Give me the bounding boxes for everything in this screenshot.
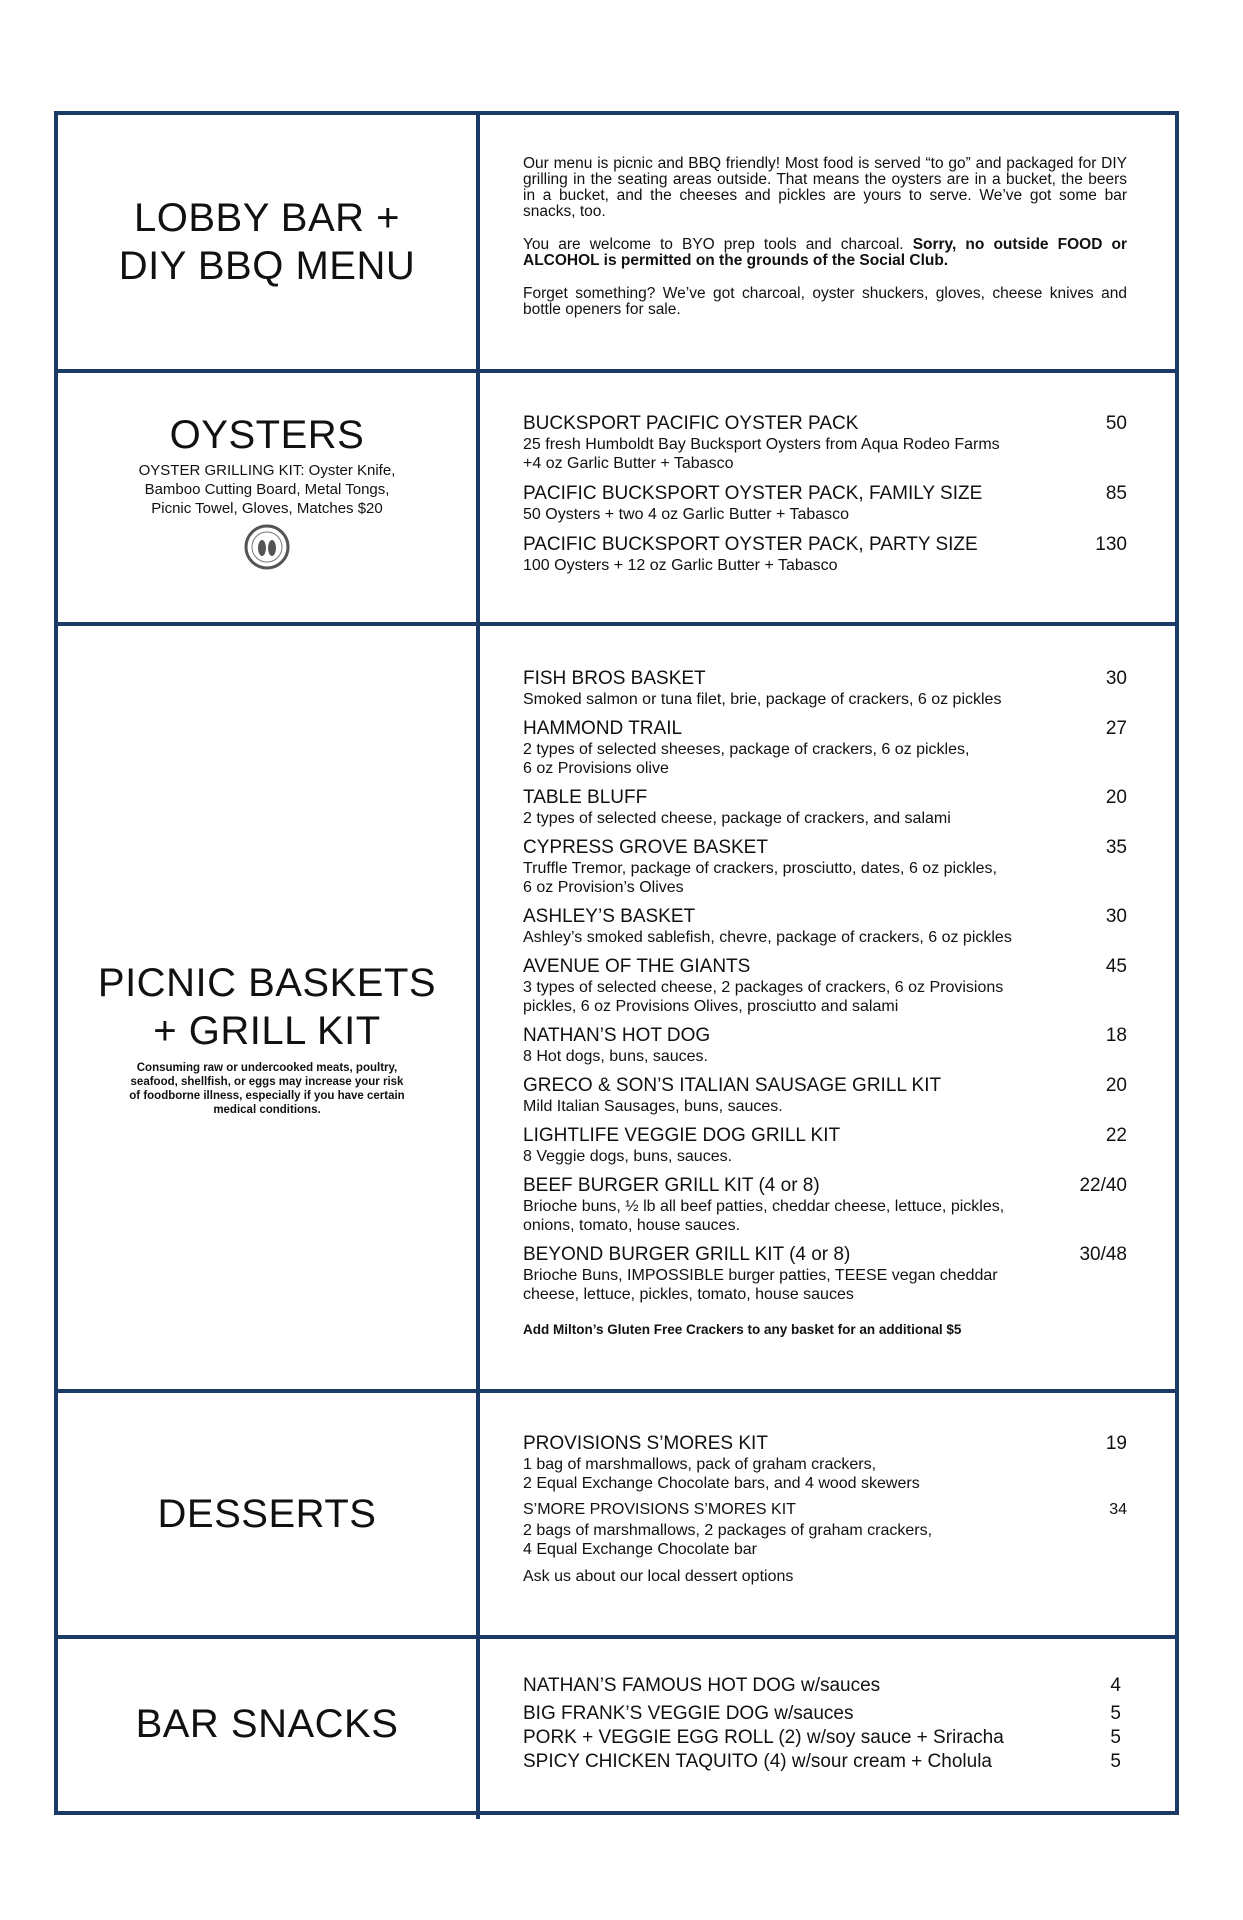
item-description: 6 oz Provision’s Olives — [523, 879, 684, 896]
warning-line-1: Consuming raw or undercooked meats, poultry, — [136, 1061, 398, 1074]
header-row — [58, 115, 1175, 369]
menu-item — [523, 837, 1127, 897]
menu-item — [523, 1727, 1121, 1751]
item-name: PROVISIONS S’MORES KIT — [523, 1433, 768, 1454]
menu-item — [523, 956, 1127, 1016]
item-description: 2 types of selected sheeses, package of crackers, 6 oz pickles, — [523, 741, 970, 758]
item-description: 8 Hot dogs, buns, sauces. — [523, 1048, 708, 1065]
item-name: SPICY CHICKEN TAQUITO (4) w/sour cream + Cholula — [523, 1751, 992, 1772]
warning-line-2: seafood, shellfish, or eggs may increase your risk — [130, 1075, 404, 1088]
item-name: CYPRESS GROVE BASKET — [523, 837, 768, 858]
kit-line-3: Picnic Towel, Gloves, Matches $20 — [151, 500, 383, 517]
food-safety-warning — [97, 1061, 437, 1117]
item-name: NATHAN’S HOT DOG — [523, 1025, 711, 1046]
item-name: FISH BROS BASKET — [523, 668, 706, 689]
item-price: 30/48 — [1079, 1244, 1127, 1265]
picnic-title-cell — [58, 626, 480, 1389]
item-price: 4 — [1110, 1675, 1121, 1696]
menu-title — [119, 194, 415, 290]
item-price: 18 — [1105, 1025, 1127, 1046]
snacks-row — [58, 1635, 1175, 1819]
menu-title-line1: LOBBY BAR + — [133, 196, 400, 240]
menu-item — [523, 1499, 1127, 1559]
intro-paragraph-2 — [523, 237, 1127, 269]
item-name: BIG FRANK’S VEGGIE DOG w/sauces — [523, 1703, 854, 1724]
item-price: 35 — [1105, 837, 1127, 858]
desserts-title: DESSERTS — [157, 1492, 377, 1536]
menu-item — [523, 1751, 1121, 1775]
item-name: TABLE BLUFF — [523, 787, 648, 808]
kit-line-2: Bamboo Cutting Board, Metal Tongs, — [144, 481, 390, 498]
menu-item — [523, 534, 1127, 575]
item-description: Brioche buns, ½ lb all beef patties, cheddar cheese, lettuce, pickles, — [523, 1198, 1005, 1215]
menu-item — [523, 787, 1127, 828]
item-description: 100 Oysters + 12 oz Garlic Butter + Tabasco — [523, 557, 838, 574]
item-name: ASHLEY’S BASKET — [523, 906, 696, 927]
warning-line-4: medical conditions. — [213, 1103, 321, 1116]
menu-table — [54, 111, 1179, 1815]
intro-paragraph-2-bold: Sorry, no outside FOOD or ALCOHOL is permitted on the grounds of the Social Club. — [523, 236, 1128, 269]
snacks-title: BAR SNACKS — [135, 1702, 399, 1746]
item-description: Mild Italian Sausages, buns, sauces. — [523, 1098, 783, 1115]
item-price: 20 — [1105, 1075, 1127, 1096]
header-title-cell — [58, 115, 480, 369]
menu-item — [523, 1175, 1127, 1235]
item-description: Ashley’s smoked sablefish, chevre, package of crackers, 6 oz pickles — [523, 929, 1012, 946]
item-description: 2 Equal Exchange Chocolate bars, and 4 wood skewers — [523, 1475, 920, 1492]
item-name: BEYOND BURGER GRILL KIT (4 or 8) — [523, 1244, 851, 1265]
menu-item — [523, 1675, 1121, 1703]
item-description: cheese, lettuce, pickles, tomato, house sauces — [523, 1286, 854, 1303]
item-description: 6 oz Provisions olive — [523, 760, 669, 777]
menu-item — [523, 668, 1127, 709]
item-name: GRECO & SON’S ITALIAN SAUSAGE GRILL KIT — [523, 1075, 942, 1096]
item-price: 50 — [1105, 413, 1127, 434]
item-name: PACIFIC BUCKSPORT OYSTER PACK, PARTY SIZE — [523, 534, 978, 555]
item-name: LIGHTLIFE VEGGIE DOG GRILL KIT — [523, 1125, 841, 1146]
intro-paragraph-1: Our menu is picnic and BBQ friendly! Most food is served “to go” and packaged for DIY grilling in the seating areas outside. That means the oysters are in a bucket, the beers in a bucket, and the cheeses and pickles are yours to serve. We’ve got some bar snacks, too. — [523, 155, 1127, 220]
desserts-items-cell — [480, 1393, 1175, 1635]
menu-item — [523, 718, 1127, 778]
dessert-note: Ask us about our local dessert options — [523, 1568, 794, 1585]
item-name: AVENUE OF THE GIANTS — [523, 956, 751, 977]
oysters-items-cell — [480, 373, 1175, 622]
picnic-title — [98, 959, 436, 1055]
item-price: 30 — [1105, 668, 1127, 689]
intro-paragraph-2-plain: You are welcome to BYO prep tools and charcoal. — [523, 236, 913, 253]
item-description: Truffle Tremor, package of crackers, prosciutto, dates, 6 oz pickles, — [523, 860, 997, 877]
oyster-logo-icon — [244, 524, 290, 570]
menu-item — [523, 413, 1127, 473]
item-description: 1 bag of marshmallows, pack of graham crackers, — [523, 1456, 877, 1473]
item-description: 50 Oysters + two 4 oz Garlic Butter + Tabasco — [523, 506, 850, 523]
item-price: 22 — [1105, 1125, 1127, 1146]
item-price: 5 — [1110, 1751, 1121, 1772]
snacks-items-cell — [480, 1639, 1175, 1819]
snacks-title-cell — [58, 1639, 480, 1819]
oysters-title: OYSTERS — [169, 413, 365, 457]
item-name: BEEF BURGER GRILL KIT (4 or 8) — [523, 1175, 820, 1196]
item-description: 3 types of selected cheese, 2 packages of crackers, 6 oz Provisions — [523, 979, 1004, 996]
item-price: 45 — [1105, 956, 1127, 977]
desserts-row — [58, 1389, 1175, 1635]
picnic-items-cell — [480, 626, 1175, 1389]
item-name: HAMMOND TRAIL — [523, 718, 683, 739]
item-description: 2 types of selected cheese, package of crackers, and salami — [523, 810, 951, 827]
warning-line-3: of foodborne illness, especially if you have certain — [129, 1089, 405, 1102]
menu-item — [523, 1125, 1127, 1166]
item-price: 20 — [1105, 787, 1127, 808]
oyster-grilling-kit — [139, 461, 396, 518]
item-name: NATHAN’S FAMOUS HOT DOG w/sauces — [523, 1675, 881, 1696]
menu-item — [523, 483, 1127, 524]
item-name: S’MORE PROVISIONS S’MORES KIT — [523, 1501, 796, 1518]
intro-cell — [480, 115, 1175, 369]
desserts-title-cell — [58, 1393, 480, 1635]
intro-paragraph-3: Forget something? We’ve got charcoal, oyster shuckers, gloves, cheese knives and bottle openers for sale. — [523, 285, 1127, 318]
item-price: 34 — [1109, 1501, 1127, 1518]
item-name: PACIFIC BUCKSPORT OYSTER PACK, FAMILY SIZE — [523, 483, 983, 504]
kit-line-1: OYSTER GRILLING KIT: Oyster Knife, — [138, 462, 396, 479]
item-price: 85 — [1105, 483, 1127, 504]
picnic-row — [58, 622, 1175, 1389]
menu-item — [523, 906, 1127, 947]
item-name: PORK + VEGGIE EGG ROLL (2) w/soy sauce + Sriracha — [523, 1727, 1004, 1748]
item-price: 22/40 — [1079, 1175, 1127, 1196]
item-price: 5 — [1110, 1703, 1121, 1724]
item-description: 8 Veggie dogs, buns, sauces. — [523, 1148, 733, 1165]
item-description: +4 oz Garlic Butter + Tabasco — [523, 455, 734, 472]
item-description: 25 fresh Humboldt Bay Bucksport Oysters from Aqua Rodeo Farms — [523, 436, 1000, 453]
oysters-title-cell — [58, 373, 480, 622]
item-description: Smoked salmon or tuna filet, brie, package of crackers, 6 oz pickles — [523, 691, 1002, 708]
item-price: 130 — [1095, 534, 1127, 555]
picnic-title-line1: PICNIC BASKETS — [97, 960, 437, 1005]
item-description: pickles, 6 oz Provisions Olives, prosciutto and salami — [523, 998, 899, 1015]
item-price: 5 — [1110, 1727, 1121, 1748]
item-price: 27 — [1105, 718, 1127, 739]
menu-item — [523, 1025, 1127, 1066]
item-price: 19 — [1105, 1433, 1127, 1454]
item-description: 2 bags of marshmallows, 2 packages of graham crackers, — [523, 1522, 933, 1539]
gluten-free-note: Add Milton’s Gluten Free Crackers to any basket for an additional $5 — [523, 1322, 962, 1337]
menu-item — [523, 1433, 1127, 1493]
item-description: onions, tomato, house sauces. — [523, 1217, 741, 1234]
oysters-row — [58, 369, 1175, 622]
item-description: 4 Equal Exchange Chocolate bar — [523, 1541, 757, 1558]
menu-item — [523, 1703, 1121, 1727]
item-price: 30 — [1105, 906, 1127, 927]
picnic-title-line2: + GRILL KIT — [153, 1008, 381, 1053]
menu-item — [523, 1075, 1127, 1116]
menu-item — [523, 1244, 1127, 1304]
menu-title-line2: DIY BBQ MENU — [118, 244, 416, 288]
item-description: Brioche Buns, IMPOSSIBLE burger patties, TEESE vegan cheddar — [523, 1267, 998, 1284]
item-name: BUCKSPORT PACIFIC OYSTER PACK — [523, 413, 859, 434]
